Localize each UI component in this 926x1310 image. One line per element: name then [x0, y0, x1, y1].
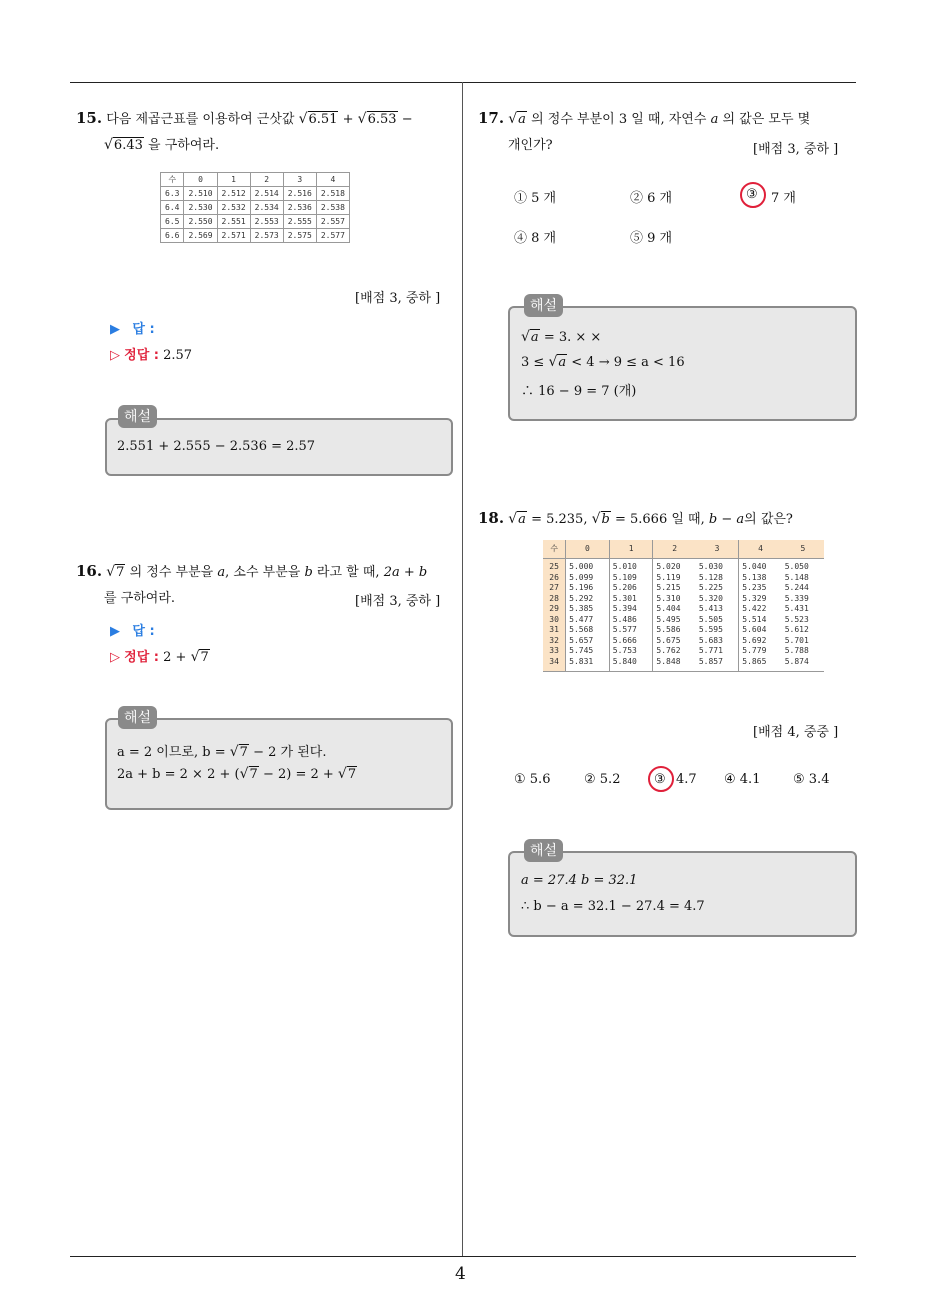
table-cell: 5.196 — [566, 583, 610, 594]
table-cell: 3 — [283, 173, 316, 187]
table-cell: 4 — [739, 540, 782, 559]
q15-op-1: + — [342, 112, 354, 127]
q15-answer-line — [110, 318, 155, 337]
q16-var-b: b — [304, 565, 313, 580]
table-cell: 5.000 — [566, 559, 610, 573]
q15-question-line2 — [104, 132, 219, 159]
q18-explain-line-1: a = 27.4 b = 32.1 — [521, 873, 638, 888]
table-cell: 5.138 — [739, 573, 782, 584]
q18-choice-4[interactable]: ④ 4.1 — [724, 772, 761, 787]
table-cell: 2.577 — [316, 229, 349, 243]
q16-text-d: 를 구하여라. — [104, 591, 176, 606]
q16-correct-label: 정답 : — [124, 650, 159, 665]
table-cell: 5.874 — [784, 656, 809, 666]
q17-choice-1[interactable]: ① 5 개 — [514, 191, 557, 206]
q15-explain-tag: 해설 — [118, 405, 157, 428]
table-cell: 2 — [250, 173, 283, 187]
table-cell: 5.745 — [566, 646, 610, 657]
table-cell: 5.753 — [609, 646, 653, 657]
table-row — [543, 594, 824, 605]
table-row — [543, 583, 824, 594]
q18-sqrt-table — [543, 540, 824, 672]
table-cell: 5.422 — [739, 604, 782, 615]
table-cell: 32 — [543, 636, 566, 647]
table-cell: 5.148 — [784, 572, 809, 582]
q16-text-b: , 소수 부분을 — [225, 565, 301, 580]
table-cell: 5.762 — [653, 646, 696, 657]
table-cell: 25 — [543, 559, 566, 573]
table-cell: 5.779 — [739, 646, 782, 657]
table-cell: 5.604 — [739, 625, 782, 636]
table-cell: 2.536 — [283, 201, 316, 215]
table-cell: 5.119 — [653, 573, 696, 584]
q15-number: 15. — [76, 109, 103, 127]
table-cell: 5.292 — [566, 594, 610, 605]
table-cell: 34 — [543, 657, 566, 672]
q18-explain-line-2: ∴ b − a = 32.1 − 27.4 = 4.7 — [521, 899, 705, 914]
q18-choice-3-mark[interactable]: ③ — [654, 772, 666, 787]
q16-question — [76, 558, 460, 586]
q15-correct-line — [110, 344, 192, 363]
table-cell: 27 — [543, 583, 566, 594]
q15-text-a: 다음 제곱근표를 이용하여 근삿값 — [106, 112, 295, 127]
table-row — [543, 636, 824, 647]
table-cell: 0 — [184, 173, 217, 187]
q18-choice-5[interactable]: ⑤ 3.4 — [793, 772, 830, 787]
q15-correct-value: 2.57 — [163, 348, 193, 363]
q15-text-b: 을 구하여라. — [148, 138, 220, 153]
table-cell: 6.5 — [161, 215, 184, 229]
q15-meta: [배점 3, 중하 ] — [355, 291, 441, 306]
q15-sqrt-table — [160, 172, 350, 243]
q15-explain-line: 2.551 + 2.555 − 2.536 = 2.57 — [117, 439, 316, 454]
table-cell: 5.206 — [609, 583, 653, 594]
table-cell: 4 — [316, 173, 349, 187]
q16-text-c: 라고 할 때, — [316, 565, 380, 580]
q16-meta: [배점 3, 중하 ] — [355, 594, 441, 609]
table-cell: 29 — [543, 604, 566, 615]
table-cell: 5.675 — [653, 636, 696, 647]
table-cell: 0 — [566, 540, 610, 559]
table-row — [543, 604, 824, 615]
q17-choice-2[interactable]: ② 6 개 — [630, 191, 673, 206]
q17-choice-3-label[interactable]: 7 개 — [771, 191, 796, 206]
q17-number: 17. — [478, 109, 505, 127]
q16-answer-line — [110, 620, 155, 639]
table-cell: 2.530 — [184, 201, 217, 215]
top-rule — [70, 82, 856, 83]
table-cell: 2.510 — [184, 187, 217, 201]
table-cell: 5.771 — [698, 646, 723, 655]
table-cell: 5.577 — [609, 625, 653, 636]
q17-choice-3-mark[interactable]: ③ — [746, 187, 758, 202]
table-cell: 28 — [543, 594, 566, 605]
table-cell: 5.301 — [609, 594, 653, 605]
table-cell: 6.4 — [161, 201, 184, 215]
table-cell: 5.128 — [698, 572, 723, 582]
q17-sqrt: √a — [508, 111, 526, 127]
table-cell: 5.244 — [784, 583, 809, 592]
table-cell: 5.404 — [653, 604, 696, 615]
table-cell: 5.788 — [784, 646, 809, 655]
q18-explain-tag: 해설 — [524, 839, 563, 862]
table-row — [161, 229, 350, 243]
q16-number: 16. — [76, 562, 103, 580]
table-cell: 5.586 — [653, 625, 696, 636]
q18-sqrt-b: √b — [591, 511, 610, 527]
table-cell: 2.557 — [316, 215, 349, 229]
bottom-rule — [70, 1256, 856, 1257]
q18-question — [478, 505, 858, 533]
q17-question — [478, 105, 858, 133]
q17-meta: [배점 3, 중하 ] — [753, 142, 839, 157]
q18-text: 의 값은? — [744, 512, 793, 527]
table-cell: 2.538 — [316, 201, 349, 215]
q18-choice-2[interactable]: ② 5.2 — [584, 772, 621, 787]
q17-text-b: 의 값은 모두 몇 — [722, 112, 811, 127]
table-cell: 6.3 — [161, 187, 184, 201]
table-cell: 6.6 — [161, 229, 184, 243]
table-cell: 5.329 — [739, 594, 782, 605]
q18-meta: [배점 4, 중중 ] — [753, 725, 839, 740]
table-row — [161, 187, 350, 201]
q17-text-a: 의 정수 부분이 3 일 때, 자연수 — [531, 112, 707, 127]
table-row — [543, 625, 824, 636]
q15-answer-label: 답 : — [132, 322, 155, 337]
table-cell: 2 — [653, 540, 696, 559]
table-cell: 5.666 — [609, 636, 653, 647]
table-cell: 2.569 — [184, 229, 217, 243]
q17-explain-line-3: ∴ 16 − 9 = 7 (개) — [521, 384, 637, 399]
table-cell: 5.225 — [698, 583, 723, 592]
table-row — [161, 215, 350, 229]
table-cell: 5.514 — [739, 615, 782, 626]
table-cell: 5.865 — [739, 657, 782, 672]
table-cell: 2.551 — [217, 215, 250, 229]
table-cell: 5.848 — [653, 657, 696, 672]
table-cell: 2.550 — [184, 215, 217, 229]
table-cell: 31 — [543, 625, 566, 636]
table-cell: 5.486 — [609, 615, 653, 626]
q16-sqrt: √7 — [106, 564, 125, 580]
q17-explain-line-1: √a = 3. × × — [521, 329, 602, 345]
q17-text-c: 개인가? — [508, 138, 553, 153]
table-cell: 2.553 — [250, 215, 283, 229]
q16-answer-label: 답 : — [132, 624, 155, 639]
table-cell: 5.840 — [609, 657, 653, 672]
table-cell: 5.310 — [653, 594, 696, 605]
table-cell: 5.595 — [698, 625, 723, 634]
table-cell: 5.701 — [784, 635, 809, 645]
table-cell: 5.523 — [784, 614, 809, 624]
q18-choice-1[interactable]: ① 5.6 — [514, 772, 551, 787]
table-cell: 수 — [161, 173, 184, 187]
table-row — [543, 615, 824, 626]
q17-answer-circle — [740, 182, 766, 208]
triangle-outline-icon: ▷ — [110, 650, 120, 665]
q18-eq-2: = 5.666 일 때, — [614, 512, 705, 527]
q17-choice-4[interactable]: ④ 8 개 — [514, 231, 557, 246]
q16-explain-line-2: 2a + b = 2 × 2 + (√7 − 2) = 2 + √7 — [117, 766, 357, 782]
table-cell: 5.612 — [784, 625, 809, 634]
table-cell: 5.050 — [784, 562, 809, 571]
table-cell: 5.495 — [653, 615, 696, 626]
play-icon: ▶ — [110, 322, 120, 337]
table-cell: 5.235 — [739, 583, 782, 594]
table-cell: 5.339 — [784, 593, 809, 603]
table-cell: 5.568 — [566, 625, 610, 636]
table-cell: 2.571 — [217, 229, 250, 243]
q15-sqrt-3: √6.43 — [104, 137, 143, 153]
q18-answer-circle — [648, 766, 674, 792]
table-row — [543, 657, 824, 672]
q17-explain-line-2: 3 ≤ √a < 4 → 9 ≤ a < 16 — [521, 354, 685, 370]
table-cell: 2.518 — [316, 187, 349, 201]
q16-correct-line — [110, 646, 210, 665]
table-header-row — [543, 540, 824, 559]
q15-correct-label: 정답 : — [124, 348, 159, 363]
table-cell: 5 — [782, 540, 824, 559]
q15-sqrt-1: √6.51 — [298, 111, 338, 127]
table-cell: 5.109 — [609, 573, 653, 584]
q18-number: 18. — [478, 509, 505, 527]
q15-sqrt-2: √6.53 — [357, 111, 397, 127]
q18-eq-1: = 5.235, — [531, 512, 588, 527]
table-cell: 5.477 — [566, 615, 610, 626]
q18-choice-3-label[interactable]: 4.7 — [676, 772, 697, 787]
table-cell: 5.413 — [698, 604, 723, 613]
table-cell: 5.040 — [739, 559, 782, 573]
triangle-outline-icon: ▷ — [110, 348, 120, 363]
q18-sqrt-a: √a — [508, 511, 526, 527]
table-header-row — [161, 173, 350, 187]
table-cell: 수 — [543, 540, 566, 559]
table-cell: 2.532 — [217, 201, 250, 215]
q15-question — [76, 105, 456, 133]
column-divider — [462, 82, 463, 1257]
q16-text-a: 의 정수 부분을 — [129, 565, 214, 580]
table-cell: 5.505 — [698, 614, 723, 624]
table-cell: 5.394 — [609, 604, 653, 615]
table-cell: 33 — [543, 646, 566, 657]
table-row — [543, 559, 824, 573]
play-icon: ▶ — [110, 624, 120, 639]
q16-explain-line-1: a = 2 이므로, b = √7 − 2 가 된다. — [117, 744, 327, 760]
table-cell: 30 — [543, 615, 566, 626]
q17-var-a: a — [710, 112, 719, 127]
q16-var-a: a — [217, 565, 226, 580]
table-cell: 5.030 — [698, 562, 723, 571]
q16-expr: 2a + b — [383, 565, 428, 580]
table-cell: 5.385 — [566, 604, 610, 615]
q18-explain-box — [508, 851, 857, 937]
q18-expr: b − a — [708, 512, 745, 527]
table-cell: 5.431 — [784, 604, 809, 613]
table-cell: 5.320 — [698, 593, 723, 603]
q16-explain-tag: 해설 — [118, 706, 157, 729]
table-cell: 5.683 — [698, 635, 723, 645]
table-cell: 5.657 — [566, 636, 610, 647]
table-cell: 5.692 — [739, 636, 782, 647]
table-row — [543, 573, 824, 584]
q15-op-2: − — [401, 112, 413, 127]
table-cell: 2.555 — [283, 215, 316, 229]
table-cell: 5.010 — [609, 559, 653, 573]
page-number: 4 — [455, 1264, 466, 1284]
q17-explain-tag: 해설 — [524, 294, 563, 317]
table-cell: 1 — [217, 173, 250, 187]
q17-choice-5[interactable]: ⑤ 9 개 — [630, 231, 673, 246]
q16-explain-box — [105, 718, 453, 810]
table-cell: 3 — [696, 540, 739, 559]
table-cell: 5.215 — [653, 583, 696, 594]
table-row — [543, 646, 824, 657]
table-cell: 2.516 — [283, 187, 316, 201]
table-cell: 5.099 — [566, 573, 610, 584]
table-cell: 5.020 — [653, 559, 696, 573]
table-cell: 2.534 — [250, 201, 283, 215]
table-row — [161, 201, 350, 215]
q16-correct-value: 2 + √7 — [163, 649, 209, 665]
table-cell: 2.514 — [250, 187, 283, 201]
table-cell: 26 — [543, 573, 566, 584]
table-cell: 2.512 — [217, 187, 250, 201]
table-cell: 2.575 — [283, 229, 316, 243]
table-cell: 5.831 — [566, 657, 610, 672]
table-cell: 5.857 — [698, 656, 723, 666]
table-cell: 1 — [609, 540, 653, 559]
table-cell: 2.573 — [250, 229, 283, 243]
